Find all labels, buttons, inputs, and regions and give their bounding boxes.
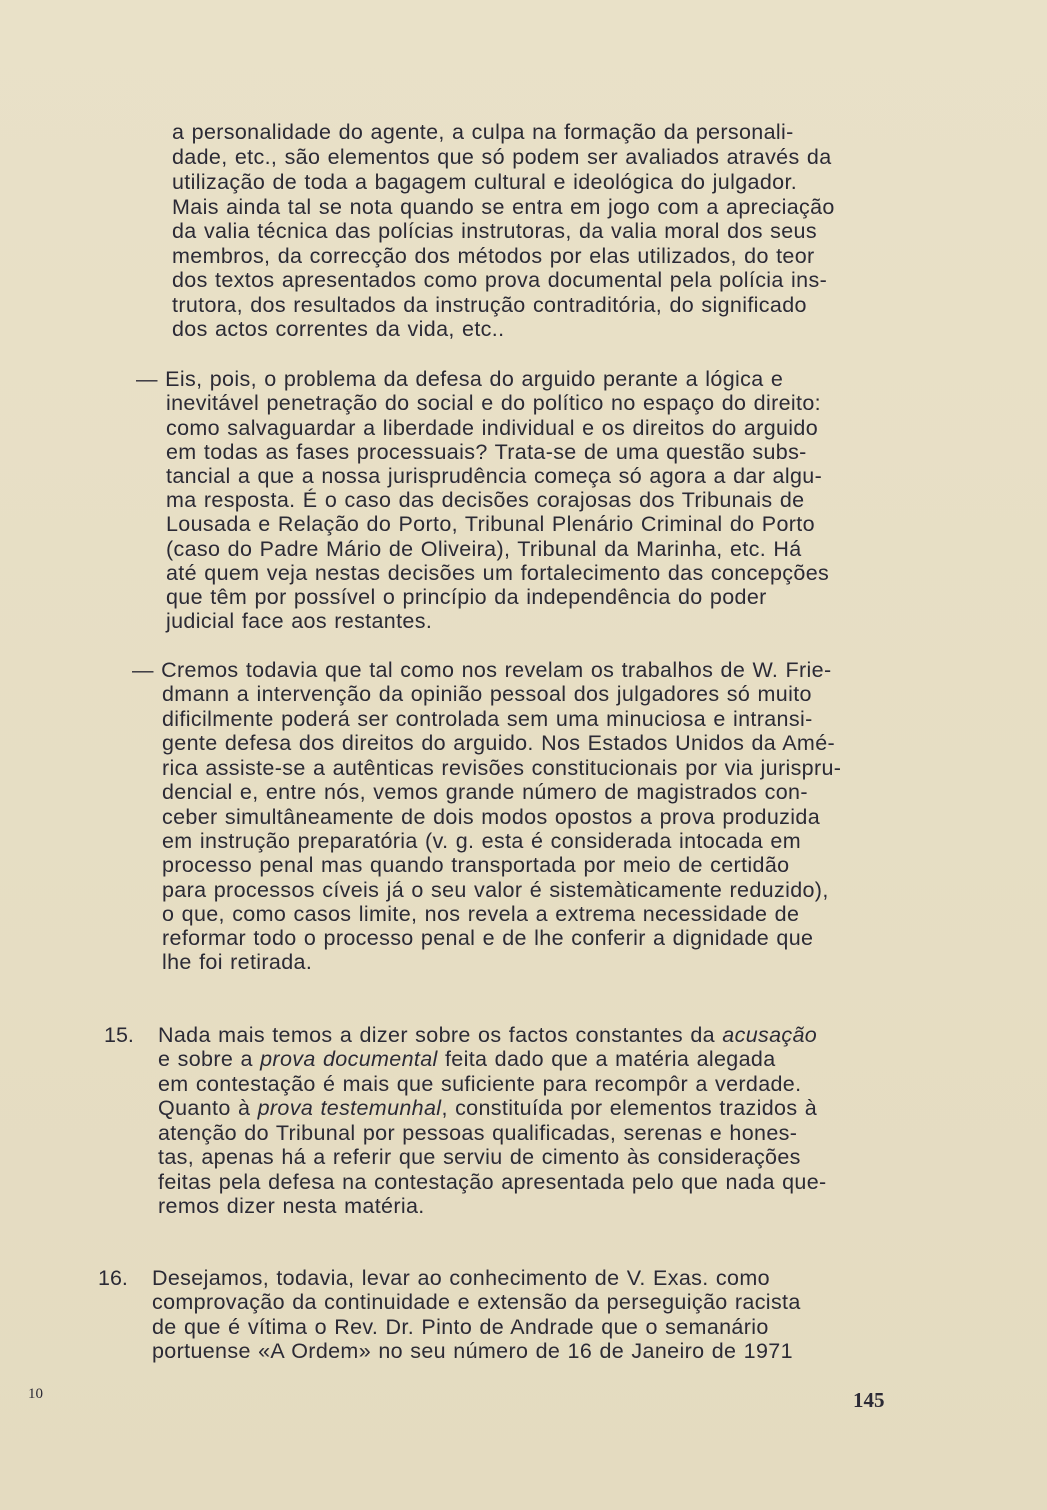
text-line: o que, como casos limite, nos revela a extrema necessidade de [162, 902, 800, 926]
text-line: em todas as fases processuais? Trata-se de uma questão subs- [166, 440, 807, 464]
text-line: membros, da correcção dos métodos por elas utilizados, do teor [172, 244, 815, 268]
text-line: dificilmente poderá ser controlada sem uma minuciosa e intransi- [162, 707, 813, 731]
text-line: Mais ainda tal se nota quando se entra em jogo com a apreciação [172, 195, 835, 219]
text-line: até quem veja nestas decisões um fortalecimento das concepções [166, 561, 830, 585]
text-line: atenção do Tribunal por pessoas qualificadas, serenas e hones- [158, 1121, 798, 1145]
text-line: dencial e, entre nós, vemos grande número de magistrados con- [162, 780, 808, 804]
text-line: dade, etc., são elementos que só podem ser avaliados através da [172, 145, 832, 169]
text-line: da valia técnica das polícias instrutoras, da valia moral dos seus [172, 219, 817, 243]
text-line: ceber simultâneamente de dois modos opostos a prova produzida [162, 805, 821, 829]
text-line: Lousada e Relação do Porto, Tribunal Plenário Criminal do Porto [166, 512, 815, 536]
text-line: dos textos apresentados como prova documental pela polícia ins- [172, 268, 828, 292]
text-line: tas, apenas há a referir que serviu de cimento às considerações [158, 1145, 801, 1169]
text-line: ma resposta. É o caso das decisões corajosas dos Tribunais de [166, 488, 805, 512]
text-line: Nada mais temos a dizer sobre os factos constantes da acusação [158, 1023, 818, 1047]
text-line: judicial face aos restantes. [166, 609, 433, 633]
text-line: em contestação é mais que suficiente para recompôr a verdade. [158, 1072, 802, 1096]
text-line: (caso do Padre Mário de Oliveira), Tribunal da Marinha, etc. Há [166, 537, 802, 561]
text-line: remos dizer nesta matéria. [158, 1194, 425, 1218]
text-line: dos actos correntes da vida, etc.. [172, 317, 505, 341]
text-line: inevitável penetração do social e do político no espaço do direito: [166, 391, 821, 415]
text-line: como salvaguardar a liberdade individual e os direitos do arguido [166, 416, 819, 440]
text-line: Quanto à prova testemunhal, constituída por elementos trazidos à [158, 1096, 818, 1120]
text-line: rica assiste-se a autênticas revisões constitucionais por via jurispru- [162, 756, 842, 780]
text-line: — Eis, pois, o problema da defesa do arguido perante a lógica e [136, 367, 784, 391]
text-line: — Cremos todavia que tal como nos revelam os trabalhos de W. Frie- [132, 658, 832, 682]
text-line: portuense «A Ordem» no seu número de 16 de Janeiro de 1971 [152, 1339, 793, 1363]
text-line: gente defesa dos direitos do arguido. Nos Estados Unidos da Amé- [162, 731, 836, 755]
text-line: comprovação da continuidade e extensão da perseguição racista [152, 1290, 801, 1314]
page-number: 145 [853, 1388, 885, 1412]
text-line: a personalidade do agente, a culpa na formação da personali- [172, 120, 794, 144]
text-line: processo penal mas quando transportada por meio de certidão [162, 853, 790, 877]
text-line: lhe foi retirada. [162, 950, 313, 974]
text-line: trutora, dos resultados da instrução contraditória, do significado [172, 293, 807, 317]
text-line: reformar todo o processo penal e de lhe conferir a dignidade que [162, 926, 814, 950]
text-line: tancial a que a nossa jurisprudência começa só agora a dar algu- [166, 464, 823, 488]
text-line: e sobre a prova documental feita dado que a matéria alegada [158, 1047, 776, 1071]
text-line: em instrução preparatória (v. g. esta é considerada intocada em [162, 829, 801, 853]
text-line: para processos cíveis já o seu valor é sistemàticamente reduzido), [162, 878, 829, 902]
text-line: de que é vítima o Rev. Dr. Pinto de Andrade que o semanário [152, 1315, 769, 1339]
text-line: Desejamos, todavia, levar ao conhecimento de V. Exas. como [152, 1266, 770, 1290]
paragraph-number: 16. [98, 1266, 128, 1290]
text-line: dmann a intervenção da opinião pessoal dos julgadores só muito [162, 682, 812, 706]
text-line: utilização de toda a bagagem cultural e ideológica do julgador. [172, 170, 798, 194]
text-line: feitas pela defesa na contestação apresentada pelo que nada que- [158, 1170, 827, 1194]
footer-mark: 10 [28, 1386, 43, 1402]
paragraph-number: 15. [104, 1023, 134, 1047]
text-line: que têm por possível o princípio da independência do poder [166, 585, 767, 609]
